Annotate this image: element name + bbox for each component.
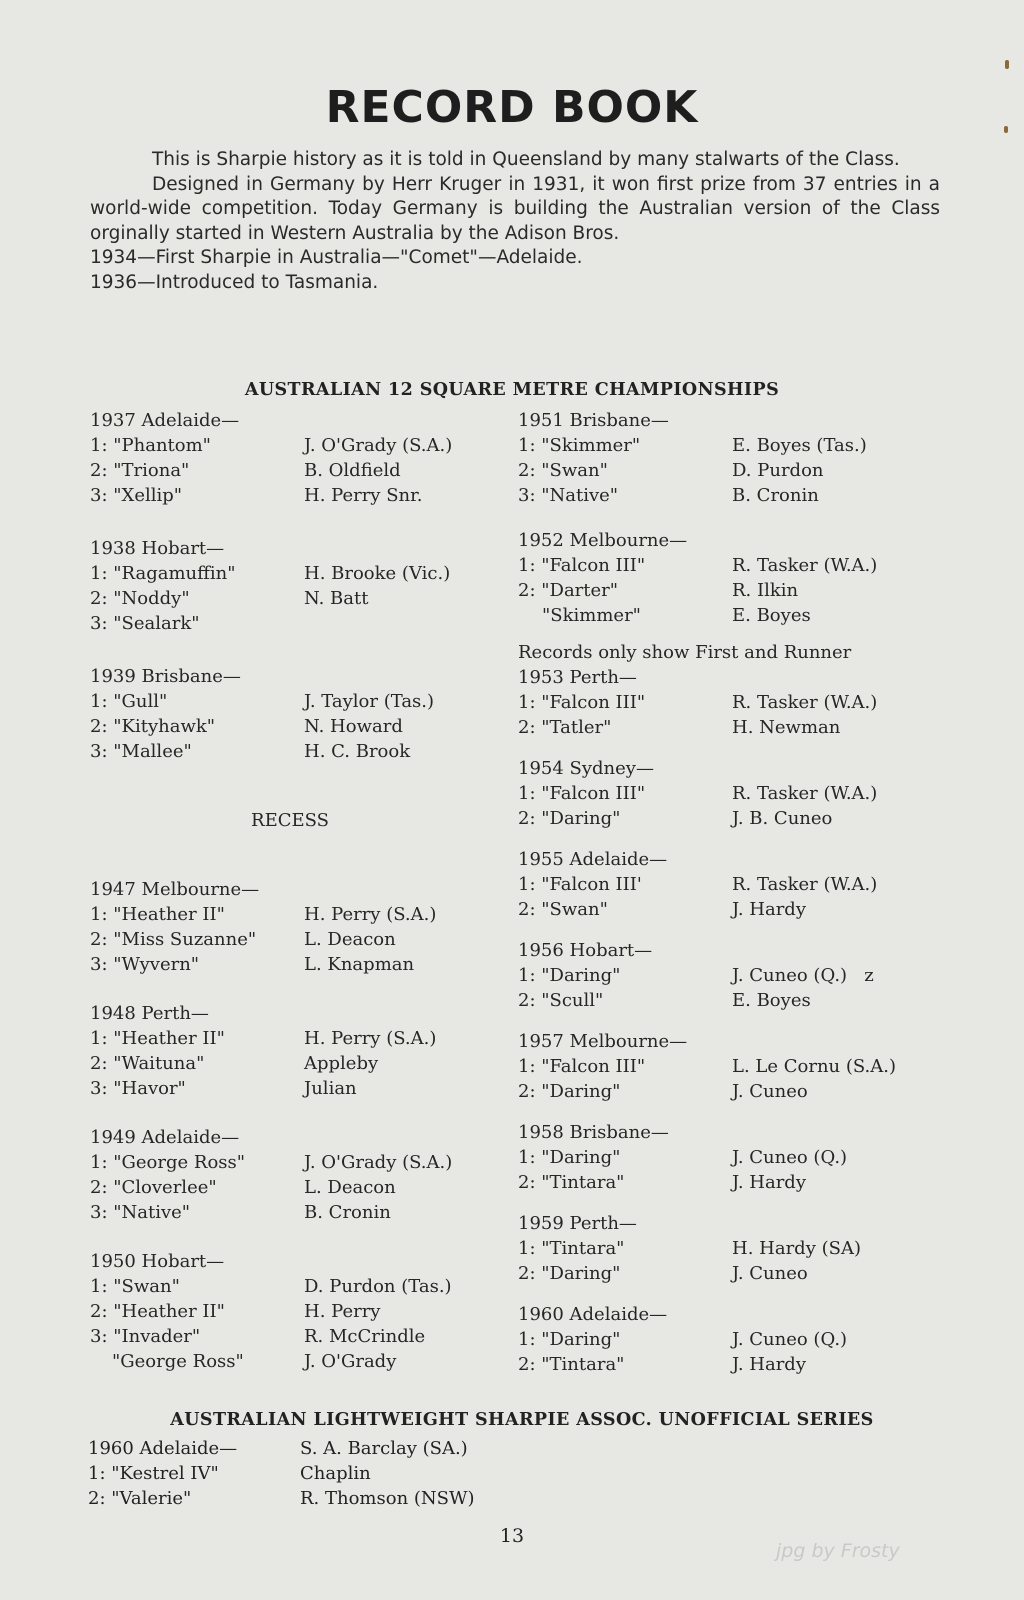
- result-row: [518, 1145, 958, 1170]
- sailor-name: B. Cronin: [304, 1202, 391, 1223]
- result-row: [518, 458, 958, 483]
- sailor-name: H. Perry (S.A.): [304, 1028, 437, 1049]
- sailor-name: L. Deacon: [304, 1177, 396, 1198]
- event-1950: [90, 1249, 510, 1374]
- sailor-name: J. Cuneo: [732, 1263, 808, 1284]
- sailor-name: J. O'Grady: [304, 1351, 397, 1372]
- result-row: [518, 988, 958, 1013]
- boat-name: 2: "Waituna": [90, 1053, 205, 1074]
- result-row: [518, 963, 958, 988]
- event-heading: 1947 Melbourne—: [90, 879, 260, 900]
- result-row: [518, 872, 958, 897]
- sailor-name: H. Perry Snr.: [304, 485, 423, 506]
- series-event-row: [88, 1436, 948, 1461]
- boat-name: 3: "Native": [90, 1202, 191, 1223]
- event-heading: 1958 Brisbane—: [518, 1122, 669, 1143]
- event-heading: 1950 Hobart—: [90, 1251, 225, 1272]
- sailor-name: J. Cuneo (Q.) z: [732, 965, 874, 986]
- event-heading: 1957 Melbourne—: [518, 1031, 688, 1052]
- result-row: [90, 1076, 510, 1101]
- sailor-name: L. Knapman: [304, 954, 415, 975]
- sailor-name: J. O'Grady (S.A.): [304, 435, 453, 456]
- boat-name: "Skimmer": [542, 605, 641, 626]
- event-1958: [518, 1120, 958, 1195]
- sailor-name: J. O'Grady (S.A.): [304, 1152, 453, 1173]
- result-row: [518, 1079, 958, 1104]
- boat-name: 2: "Miss Suzanne": [90, 929, 257, 950]
- boat-name: 1: "George Ross": [90, 1152, 246, 1173]
- sailor-name: J. Taylor (Tas.): [304, 691, 435, 712]
- series-results: [88, 1436, 948, 1511]
- event-1956: [518, 938, 958, 1013]
- sailor-name: H. Brooke (Vic.): [304, 563, 451, 584]
- event-heading: 1954 Sydney—: [518, 758, 654, 779]
- event-heading: 1949 Adelaide—: [90, 1127, 240, 1148]
- boat-name: 3: "Wyvern": [90, 954, 200, 975]
- result-row: [518, 715, 958, 740]
- sailor-name: N. Batt: [304, 588, 369, 609]
- paper-speck: [1005, 60, 1009, 69]
- event-heading: 1953 Perth—: [518, 667, 637, 688]
- sailor-name: N. Howard: [304, 716, 403, 737]
- sailor-name: R. Ilkin: [732, 580, 799, 601]
- sailor-name: R. Tasker (W.A.): [732, 555, 878, 576]
- watermark-text: jpg by Frosty: [776, 1540, 900, 1562]
- result-row: [90, 561, 510, 586]
- sailor-name: S. A. Barclay (SA.): [300, 1438, 468, 1459]
- event-1955: [518, 847, 958, 922]
- result-row: [518, 897, 958, 922]
- sailor-name: J. B. Cuneo: [732, 808, 833, 829]
- sailor-name: B. Cronin: [732, 485, 819, 506]
- boat-name: 1: "Falcon III": [518, 1056, 646, 1077]
- event-1959: [518, 1211, 958, 1286]
- boat-name: 2: "Tatler": [518, 717, 612, 738]
- boat-name: 1: "Heather II": [90, 1028, 225, 1049]
- sailor-name: R. Tasker (W.A.): [732, 783, 878, 804]
- result-row: [90, 1324, 510, 1349]
- event-heading: 1948 Perth—: [90, 1003, 209, 1024]
- sailor-name: E. Boyes (Tas.): [732, 435, 867, 456]
- result-row: [518, 781, 958, 806]
- sailor-name: J. Cuneo (Q.): [732, 1147, 848, 1168]
- sailor-name: Chaplin: [300, 1463, 371, 1484]
- result-row: [90, 1051, 510, 1076]
- event-heading: 1955 Adelaide—: [518, 849, 668, 870]
- result-row: [90, 902, 510, 927]
- sailor-name: Julian: [304, 1078, 357, 1099]
- result-row: [518, 1236, 958, 1261]
- boat-name: 3: "Sealark": [90, 613, 200, 634]
- result-row: [90, 586, 510, 611]
- boat-name: 1: "Swan": [90, 1276, 180, 1297]
- boat-name: 3: "Native": [518, 485, 619, 506]
- event-heading: 1960 Adelaide—: [88, 1438, 238, 1459]
- championships-right-column: [518, 408, 958, 1377]
- result-row: [90, 1200, 510, 1225]
- page-number: 13: [499, 1525, 525, 1547]
- result-row: [90, 433, 510, 458]
- result-row: [518, 1352, 958, 1377]
- result-row: [518, 553, 958, 578]
- sailor-name: J. Cuneo (Q.): [732, 1329, 848, 1350]
- boat-name: 1: "Ragamuffin": [90, 563, 236, 584]
- event-heading: 1952 Melbourne—: [518, 530, 688, 551]
- boat-name: 1: "Heather II": [90, 904, 225, 925]
- boat-name: 2: "Tintara": [518, 1172, 625, 1193]
- series-heading: AUSTRALIAN LIGHTWEIGHT SHARPIE ASSOC. UNOFFICIAL SERIES: [170, 1410, 874, 1430]
- boat-name: 1: "Skimmer": [518, 435, 641, 456]
- sailor-name: E. Boyes: [732, 605, 811, 626]
- boat-name: 2: "Triona": [90, 460, 190, 481]
- sailor-name: R. Tasker (W.A.): [732, 874, 878, 895]
- intro-paragraph-1: This is Sharpie history as it is told in Queensland by many stalwarts of the Class.: [152, 149, 900, 170]
- sailor-name: Appleby: [304, 1053, 379, 1074]
- intro-line-1934: 1934—First Sharpie in Australia—"Comet"—Adelaide.: [90, 247, 583, 268]
- boat-name: 1: "Tintara": [518, 1238, 625, 1259]
- result-row: [518, 603, 958, 628]
- result-row: [90, 1299, 510, 1324]
- event-1939: [90, 664, 510, 764]
- championships-heading: AUSTRALIAN 12 SQUARE METRE CHAMPIONSHIPS: [244, 380, 780, 400]
- sailor-name: B. Oldfield: [304, 460, 401, 481]
- boat-name: 2: "Darter": [518, 580, 619, 601]
- result-row: [90, 1150, 510, 1175]
- result-row: [90, 1274, 510, 1299]
- result-row: [90, 927, 510, 952]
- boat-name: 1: "Phantom": [90, 435, 211, 456]
- event-heading: 1938 Hobart—: [90, 538, 225, 559]
- records-note: Records only show First and Runner: [518, 642, 852, 663]
- boat-name: "George Ross": [112, 1351, 244, 1372]
- result-row: [90, 739, 510, 764]
- boat-name: 3: "Mallee": [90, 741, 192, 762]
- sailor-name: L. Le Cornu (S.A.): [732, 1056, 897, 1077]
- result-row: [90, 689, 510, 714]
- page-title: RECORD BOOK: [325, 82, 699, 133]
- event-1951: [518, 408, 958, 508]
- event-1949: [90, 1125, 510, 1225]
- sailor-name: H. C. Brook: [304, 741, 411, 762]
- event-heading: 1959 Perth—: [518, 1213, 637, 1234]
- result-row: [518, 483, 958, 508]
- result-row: [90, 952, 510, 977]
- result-row: [90, 611, 510, 636]
- event-1960: [518, 1302, 958, 1377]
- intro-line-1936: 1936—Introduced to Tasmania.: [90, 271, 379, 293]
- boat-name: 3: "Invader": [90, 1326, 201, 1347]
- event-1957: [518, 1029, 958, 1104]
- boat-name: 3: "Havor": [90, 1078, 186, 1099]
- result-row: [90, 714, 510, 739]
- boat-name: 2: "Scull": [518, 990, 604, 1011]
- sailor-name: H. Perry: [304, 1301, 381, 1322]
- sailor-name: H. Perry (S.A.): [304, 904, 437, 925]
- boat-name: 2: "Swan": [518, 899, 608, 920]
- event-1952: [518, 528, 958, 628]
- intro-text: [90, 148, 940, 295]
- boat-name: 2: "Daring": [518, 1081, 621, 1102]
- sailor-name: H. Newman: [732, 717, 841, 738]
- result-row: [88, 1486, 948, 1511]
- championships-left-column: [90, 408, 510, 1374]
- event-heading: 1951 Brisbane—: [518, 410, 669, 431]
- result-row: [90, 458, 510, 483]
- event-heading: 1937 Adelaide—: [90, 410, 240, 431]
- sailor-name: R. Thomson (NSW): [300, 1488, 475, 1509]
- result-row: [518, 433, 958, 458]
- boat-name: 1: "Gull": [90, 691, 168, 712]
- boat-name: 1: "Falcon III": [518, 783, 646, 804]
- result-row: [518, 1327, 958, 1352]
- result-row: [518, 806, 958, 831]
- event-1953: [518, 665, 958, 740]
- event-1954: [518, 756, 958, 831]
- boat-name: 3: "Xellip": [90, 485, 183, 506]
- result-row: [518, 578, 958, 603]
- boat-name: 2: "Tintara": [518, 1354, 625, 1375]
- boat-name: 1: "Daring": [518, 1329, 621, 1350]
- boat-name: 1: "Falcon III": [518, 692, 646, 713]
- intro-paragraph-2: Designed in Germany by Herr Kruger in 1931, it won first prize from 37 entries in a world-wide competition. Today Germany is building the Australian version of the Class orginally started in Western Australia by the Adison Bros.: [90, 173, 940, 244]
- sailor-name: J. Cuneo: [732, 1081, 808, 1102]
- event-1947: [90, 877, 510, 977]
- event-1948: [90, 1001, 510, 1101]
- result-row: [518, 690, 958, 715]
- result-row: [518, 1170, 958, 1195]
- sailor-name: H. Hardy (SA): [732, 1238, 861, 1259]
- boat-name: 1: "Falcon III": [518, 555, 646, 576]
- sailor-name: J. Hardy: [732, 899, 806, 920]
- boat-name: 2: "Heather II": [90, 1301, 225, 1322]
- boat-name: 1: "Falcon III': [518, 874, 642, 895]
- boat-name: 2: "Cloverlee": [90, 1177, 217, 1198]
- sailor-name: R. Tasker (W.A.): [732, 692, 878, 713]
- sailor-name: E. Boyes: [732, 990, 811, 1011]
- event-1937: [90, 408, 510, 508]
- boat-name: 2: "Daring": [518, 808, 621, 829]
- result-row: [90, 1175, 510, 1200]
- boat-name: 2: "Valerie": [88, 1488, 192, 1509]
- result-row: [518, 1054, 958, 1079]
- sailor-name: D. Purdon (Tas.): [304, 1276, 452, 1297]
- sailor-name: D. Purdon: [732, 460, 824, 481]
- result-row: [90, 483, 510, 508]
- sailor-name: J. Hardy: [732, 1172, 806, 1193]
- event-1938: [90, 536, 510, 636]
- boat-name: 2: "Daring": [518, 1263, 621, 1284]
- event-heading: 1939 Brisbane—: [90, 666, 241, 687]
- boat-name: 1: "Kestrel IV": [88, 1463, 219, 1484]
- result-row: [90, 1349, 510, 1374]
- result-row: [88, 1461, 948, 1486]
- sailor-name: R. McCrindle: [304, 1326, 426, 1347]
- boat-name: 1: "Daring": [518, 1147, 621, 1168]
- event-heading: 1960 Adelaide—: [518, 1304, 668, 1325]
- boat-name: 2: "Kityhawk": [90, 716, 216, 737]
- boat-name: 2: "Noddy": [90, 588, 190, 609]
- boat-name: 2: "Swan": [518, 460, 608, 481]
- boat-name: 1: "Daring": [518, 965, 621, 986]
- result-row: [90, 1026, 510, 1051]
- recess-label: RECESS: [251, 810, 329, 831]
- sailor-name: L. Deacon: [304, 929, 396, 950]
- sailor-name: J. Hardy: [732, 1354, 806, 1375]
- result-row: [518, 1261, 958, 1286]
- event-heading: 1956 Hobart—: [518, 940, 653, 961]
